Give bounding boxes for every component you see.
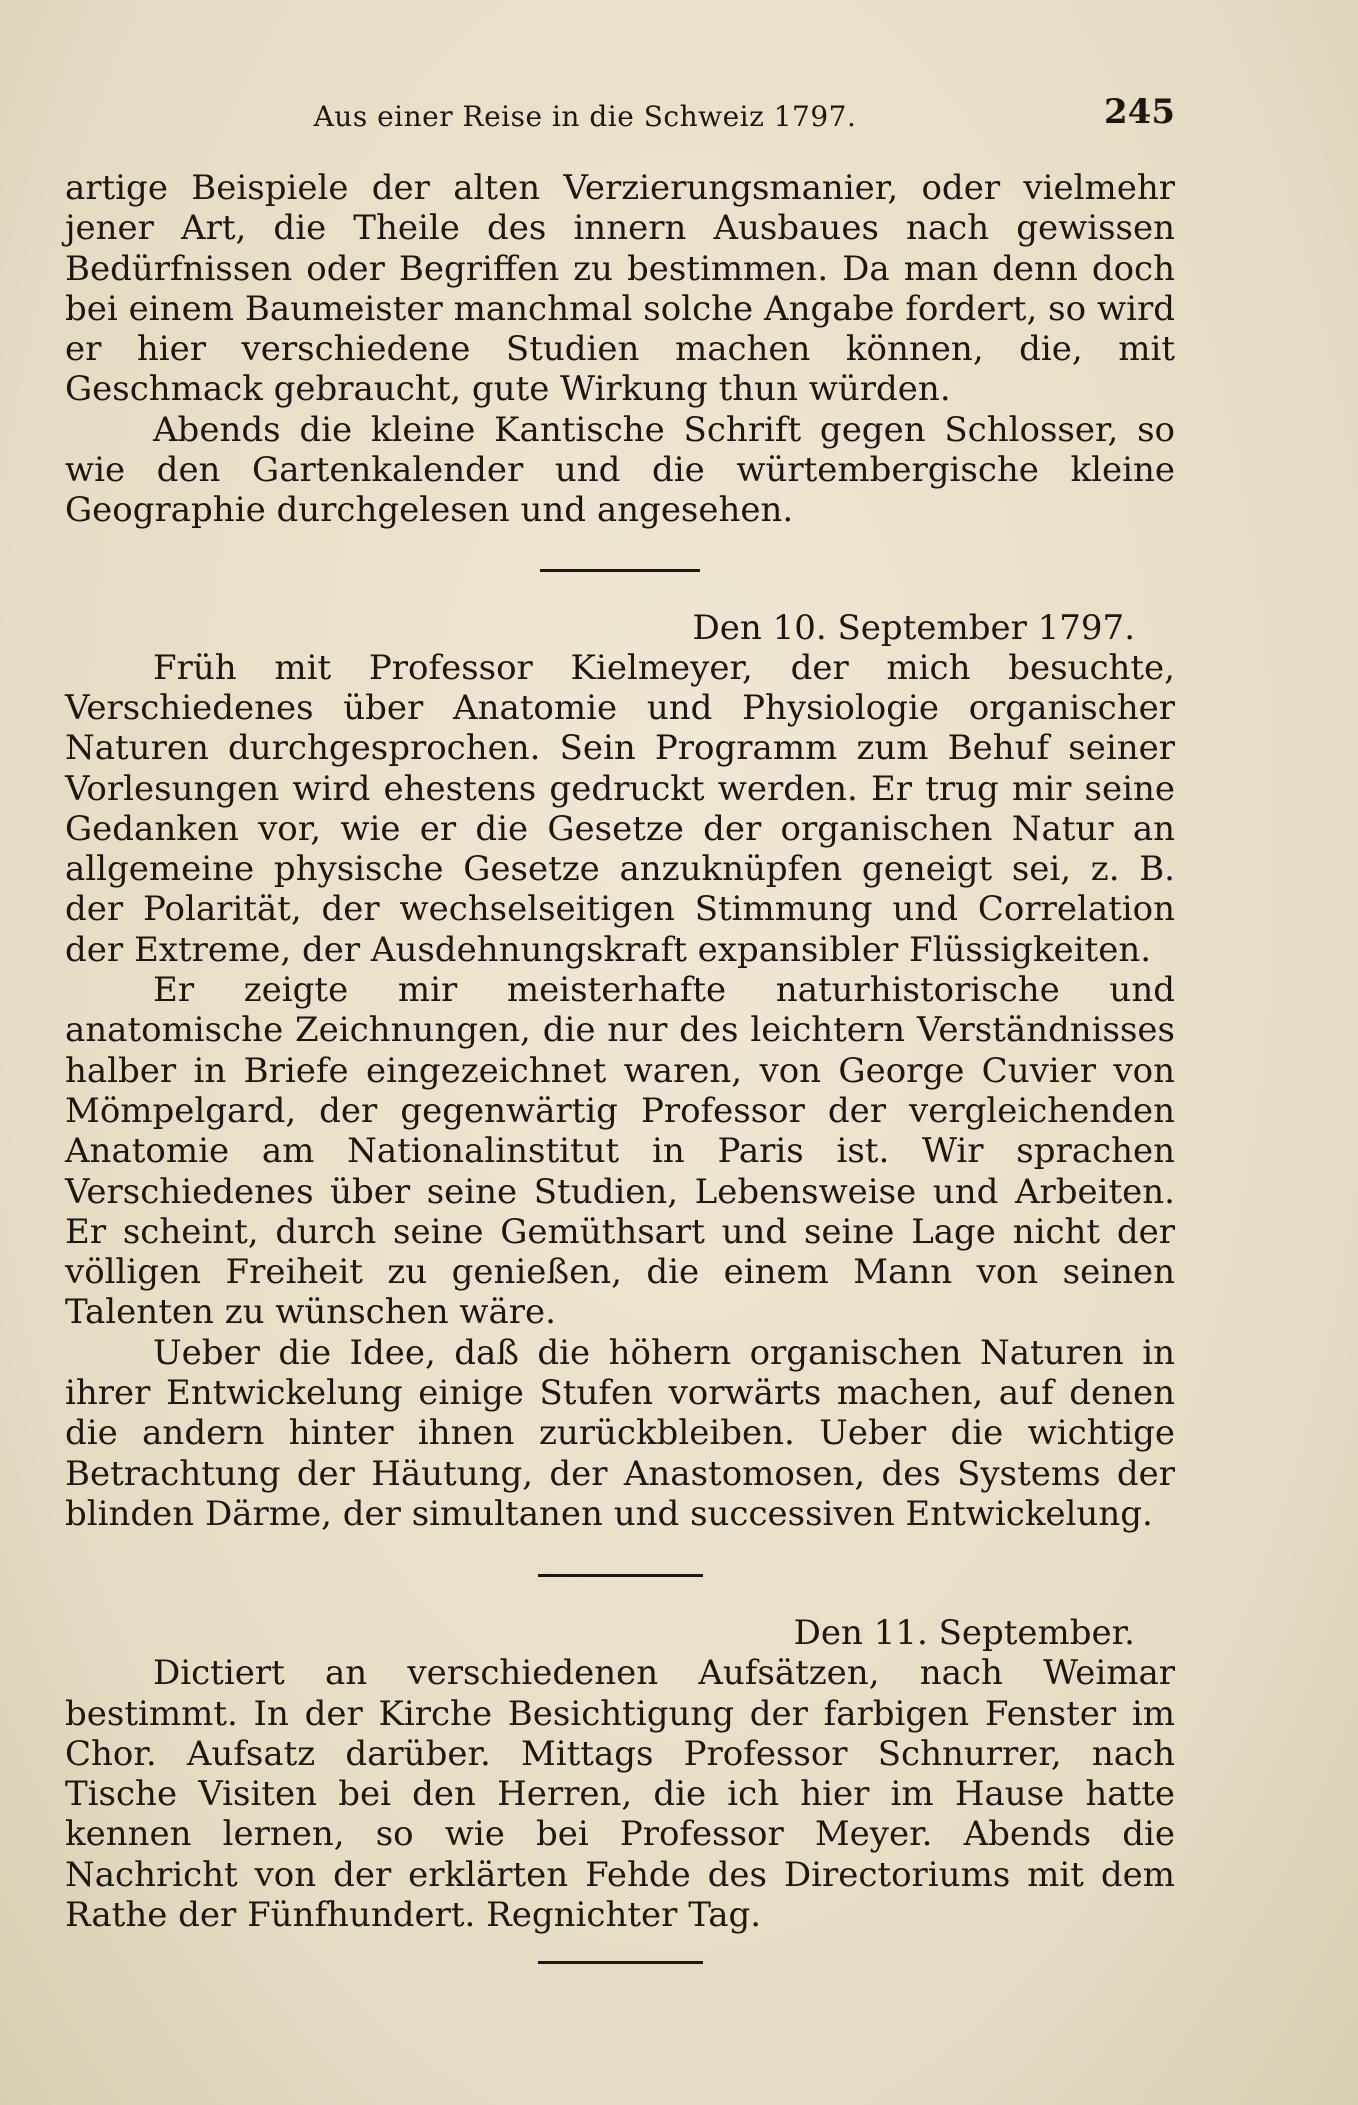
entry-date: Den 11. September. bbox=[793, 1613, 1135, 1654]
paragraph: artige Beispiele der alten Verzierungsmanier, oder vielmehr jener Art, die Theile des innern Ausbaues nach gewissen Bedürfnissen oder Begriffen zu bestimmen. Da man denn doch bei einem Baumeister manchmal solche Angabe fordert, so wird er hier verschiedene Studien machen können, die, mit Geschmack gebraucht, gute Wirkung thun würden. bbox=[65, 168, 1175, 410]
entry-date: Den 10. September 1797. bbox=[692, 607, 1135, 648]
page-header bbox=[65, 92, 1175, 142]
paragraph: Abends die kleine Kantische Schrift gegen Schlosser, so wie den Gartenkalender und die würtembergische kleine Geographie durchgelesen und angesehen. bbox=[65, 409, 1175, 531]
paragraph: Ueber die Idee, daß die höhern organischen Naturen in ihrer Entwickelung einige Stufen vorwärts machen, auf denen die andern hinter ihnen zurückbleiben. Ueber die wichtige Betrachtung der Häutung, der Anastomosen, des Systems der blinden Därme, der simultanen und successiven Entwickelung. bbox=[65, 1332, 1175, 1534]
paragraph: Dictiert an verschiedenen Aufsätzen, nach Weimar bestimmt. In der Kirche Besichtigung der farbigen Fenster im Chor. Aufsatz darüber. Mittags Professor Schnurrer, nach Tische Visiten bei den Herren, die ich hier im Hause hatte kennen lernen, so wie bei Professor Meyer. Abends die Nachricht von der erklärten Fehde des Directoriums mit dem Rathe der Fünfhundert. Regnichter Tag. bbox=[65, 1653, 1175, 1935]
paragraph: Früh mit Professor Kielmeyer, der mich besuchte, Verschiedenes über Anatomie und Physiologie organischer Naturen durchgesprochen. Sein Programm zum Behuf seiner Vorlesungen wird ehestens gedruckt werden. Er trug mir seine Gedanken vor, wie er die Gesetze der organischen Natur an allgemeine physische Gesetze anzuknüpfen geneigt sei, z. B. der Polarität, der wechselseitigen Stimmung und Correlation der Extreme, der Ausdehnungskraft expansibler Flüssigkeiten. bbox=[65, 647, 1175, 970]
page-number: 245 bbox=[1104, 92, 1175, 132]
page-body bbox=[65, 168, 1175, 1964]
running-title: Aus einer Reise in die Schweiz 1797. bbox=[313, 100, 857, 133]
paragraph: Er zeigte mir meisterhafte naturhistorische und anatomische Zeichnungen, die nur des leichtern Verständnisses halber in Briefe eingezeichnet waren, von George Cuvier von Mömpelgard, der gegenwärtig Professor der vergleichenden Anatomie am Nationalinstitut in Paris ist. Wir sprachen Verschiedenes über seine Studien, Lebensweise und Arbeiten. Er scheint, durch seine Gemüthsart und seine Lage nicht der völligen Freiheit zu genießen, die einem Mann von seinen Talenten zu wünschen wäre. bbox=[65, 970, 1175, 1333]
section-divider bbox=[540, 569, 700, 572]
section-divider bbox=[538, 1574, 703, 1577]
section-divider bbox=[538, 1961, 703, 1964]
